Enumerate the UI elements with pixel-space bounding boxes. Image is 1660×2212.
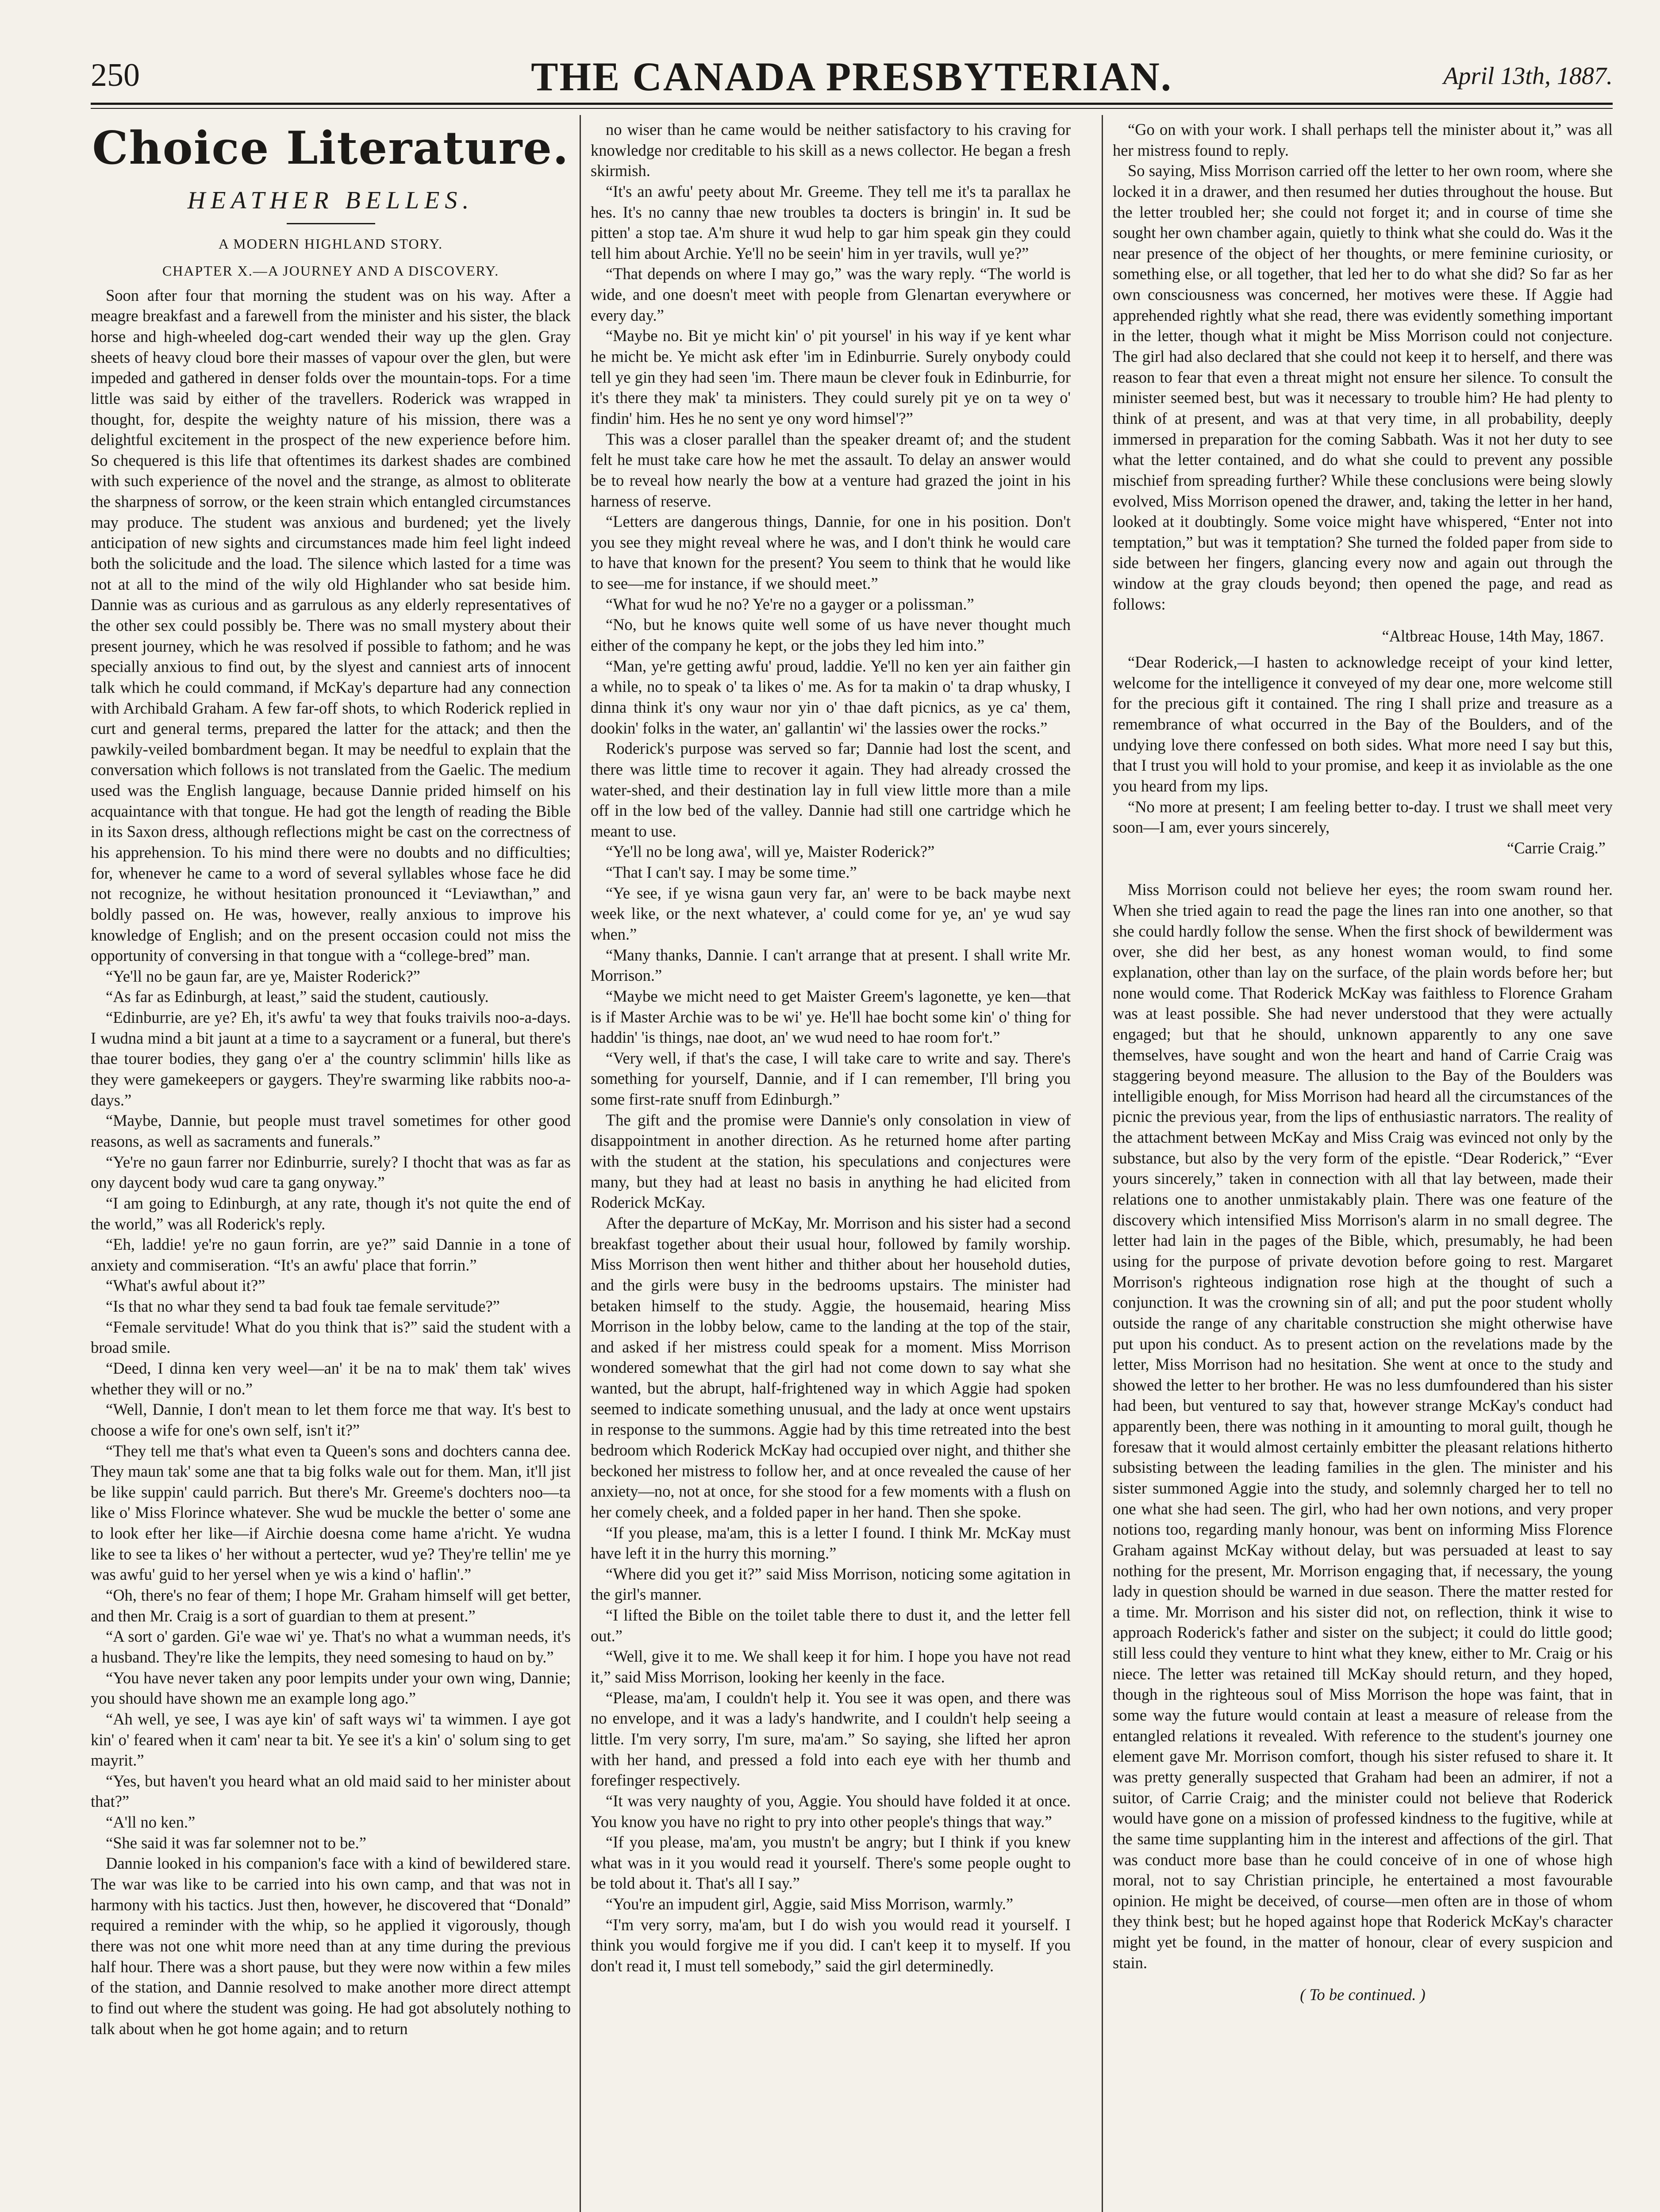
paragraph: “Letters are dangerous things, Dannie, for one in his position. Don't you see they might reveal where he was, and I don't think he would care to have that known for the present? You seem to think that he would like to see—me for instance, if we should meet.” [591, 512, 1071, 593]
paragraph: “Well, Dannie, I don't mean to let them force me that way. It's best to choose a wife for one's own self, isn't it?” [91, 1400, 571, 1439]
header-rule [91, 103, 1613, 105]
title-rule [287, 223, 375, 224]
column-1 [91, 119, 571, 2212]
column-divider [580, 115, 581, 2212]
paragraph: “As far as Edinburgh, at least,” said the student, cautiously. [106, 987, 489, 1006]
paragraph: “Ye see, if ye wisna gaun very far, an' were to be back maybe next week like, or the next whatever, a' could come for ye, an' ye wud say when.” [591, 883, 1071, 943]
column-3-body-top [1113, 119, 1613, 614]
paragraph: Miss Morrison could not believe her eyes; the room swam round her. When she tried again to read the page the lines ran into one another, so that she could hardly follow the sense. When the first shock of bewilderment was over, she did her best, as any honest woman would, to find some explanation, other than lay on the surface, of the plain words before her; but none would come. That Roderick McKay was faithless to Florence Graham was at least possible. She had never understood that they were actually engaged; but that he should, unknown apparently to any one save themselves, have sought and won the heart and hand of Carrie Craig was staggering beyond measure. The allusion to the Bay of the Boulders was intelligible enough, for Miss Morrison had heard all the circumstances of the picnic the previous year, from the lips of enthusiastic narrators. The reality of the attachment between McKay and Miss Craig was evinced not only by the substance, but also by the very form of the epistle. “Dear Roderick,” “Ever yours sincerely,” taken in connection with all that lay between, made their relations one to another unmistakably plain. There was one feature of the discovery which intensified Miss Morrison's alarm in no small degree. The letter had lain in the pages of the Bible, which, presumably, he had been using for the purpose of private devotion before going to rest. Margaret Morrison's righteous indignation rose high at the thought of such a conjunction. It was the crowning sin of all; and put the poor student wholly outside the range of any charitable construction she might otherwise have put upon his conduct. As to present action on the revelations made by the letter, Miss Morrison had no hesitation. She went at once to the study and showed the letter to her brother. He was no less dumfoundered than his sister had been, but ventured to say that, however strange McKay's conduct had apparently been, there was nothing in it amounting to moral guilt, though he foresaw that it would almost certainly embitter the pleasant relations hitherto subsisting between the leading families in the glen. The minister and his sister summoned Aggie into the study, and solemnly charged her to tell no one what she had seen. The girl, who had her own notions, and very proper notions too, regarding manly honour, was bent on informing Miss Florence Graham against McKay without delay, but was persuaded at least to say nothing for the present, Mr. Morrison engaging that, if necessary, the young lady in question should be warned in due season. There the matter rested for a time. Mr. Morrison and his sister did not, on reflection, think it wise to approach Roderick's father and sister on the subject; it could do little good; still less could they venture to hint what they knew, either to Mr. Craig or his niece. The letter was retained till McKay should return, and they hoped, though in the righteous soul of Miss Morrison the hope was faint, that in some way the future would contain at least a measure of release from the entangled relations it revealed. With reference to the student's journey one element gave Mr. Morrison comfort, though his sister refused to share it. It was pretty generally suspected that Graham had been an admirer, if not a suitor, of Carrie Craig; and the minister could not believe that Roderick would have gone on a mission of professed kindness to the fugitive, while at the same time supplanting him in the interest and affections of the girl. That was conduct more base than he could conceive of in one of whose high moral, not to say Christian principle, he entertained a most favourable opinion. He might be deceived, of course—men often are in those of whom they think best; but he hoped against hope that Roderick McKay's character might yet be found, in the matter of honour, clear of every suspicion and stain. [1113, 880, 1613, 1972]
issue-date: April 13th, 1887. [1443, 62, 1613, 90]
paragraph: “They tell me that's what even ta Queen's sons and dochters canna dee. They maun tak' some ane that ta big folks wale out for them. Man, it'll jist be like suppin' cauld parrich. But there's Mr. Greeme's dochters noo—ta like o' Miss Florince whatever. She wud be muckle the better o' some ane to look efter her like—if Airchie doesna come hame a'richt. Ye wudna like to see ta likes o' her without a pertecter, wud ye? They're tellin' me ye was awfu' guid to her yersel when ye wis a kind o' haflin'.” [91, 1441, 571, 1584]
paragraph: “Is that no whar they send ta bad fouk tae female servitude?” [106, 1297, 500, 1316]
column-1-body [91, 285, 571, 2039]
paragraph: “Female servitude! What do you think that is?” said the student with a broad smile. [91, 1317, 571, 1357]
column-3 [1113, 119, 1613, 2212]
paragraph: “What for wud he no? Ye're no a gayger or a polissman.” [606, 595, 974, 613]
paragraph: “I lifted the Bible on the toilet table there to dust it, and the letter fell out.” [591, 1606, 1071, 1645]
paragraph: no wiser than he came would be neither satisfactory to his craving for knowledge nor creditable to his skill as a news collector. He began a fresh skirmish. [591, 120, 1071, 180]
paragraph: “It was very naughty of you, Aggie. You should have folded it at once. You know you have no right to pry into other people's things that way.” [591, 1791, 1071, 1831]
chapter-title: CHAPTER X.—A JOURNEY AND A DISCOVERY. [162, 262, 500, 279]
paragraph: “Go on with your work. I shall perhaps tell the minister about it,” was all her mistress found to reply. [1113, 120, 1613, 159]
paragraph: “That I can't say. I may be some time.” [606, 863, 857, 882]
page-number: 250 [91, 57, 140, 93]
publication-title: THE CANADA PRESBYTERIAN. [531, 54, 1172, 99]
paragraph: “That depends on where I may go,” was the wary reply. “The world is wide, and one doesn't meet with people from Glenartan everywhere or every day.” [591, 265, 1071, 324]
paragraph: After the departure of McKay, Mr. Morrison and his sister had a second breakfast together about their usual hour, followed by family worship. Miss Morrison then went hither and thither about her household duties, and the girls were busy in the bedrooms upstairs. The minister had betaken himself to the study. Aggie, the housemaid, hearing Miss Morrison in the lobby below, came to the landing at the top of the stair, and asked if her mistress could speak for a moment. Miss Morrison wondered somewhat that the girl had not come down to say what she wanted, but the abrupt, half-frightened way in which Aggie had spoken seemed to indicate something unusual, and the lady at once went upstairs in response to the summons. Aggie had by this time retreated into the best bedroom which Roderick McKay had occupied over night, and thither she beckoned her mistress to follow her, and at once revealed the cause of her anxiety—no, not at once, for she stood for a few moments with a flush on her comely cheek, and a folded paper in her hand. Then she spoke. [591, 1214, 1071, 1521]
letter-signature: “Carrie Craig.” [1507, 838, 1606, 857]
paragraph: “Ye'll no be gaun far, are ye, Maister Roderick?” [106, 967, 420, 985]
column-3-body-bottom [1113, 879, 1613, 1973]
paragraph: “Ye're no gaun farrer nor Edinburrie, surely? I thocht that was as far as ony daycent body wud care ta gang onyway.” [91, 1152, 571, 1192]
column-2-body [591, 119, 1071, 1977]
paragraph: So saying, Miss Morrison carried off the letter to her own room, where she locked it in a drawer, and then resumed her duties throughout the house. But the letter troubled her; she could not forget it; and in course of time she sought her own chamber again, quietly to think what she could do. Was it the near presence of the object of her thoughts, or mere feminine curiosity, or something else, or all together, that led her to do what she did? So far as her own consciousness was concerned, her motives were these. If Aggie had apprehended rightly what she read, there was evidently something important in the letter, though what it might be Miss Morrison could not conjecture. The girl had also declared that she could not keep it to herself, and there was reason to fear that even a threat might not ensure her silence. To consult the minister seemed best, but was it necessary to trouble him? He had plenty to think of at present, and was at that very time, in all probability, deeply immersed in preparation for the coming Sabbath. Was it not her duty to see what the letter contained, and do what she could to prevent any possible mischief from spreading further? While these conclusions were being slowly evolved, Miss Morrison opened the drawer, and, taking the letter in her hand, looked at it doubtingly. Some voice might have whispered, “Enter not into temptation,” but was it temptation? She turned the folded paper from side to side between her fingers, glancing every now and again out through the window at the gray clouds beyond; then opened the page, and read as follows: [1113, 161, 1613, 613]
section-heading: Choice Literature. [92, 122, 569, 175]
masthead [91, 53, 1613, 111]
paragraph: “Please, ma'am, I couldn't help it. You see it was open, and there was no envelope, and it was a lady's handwrite, and I couldn't help seeing a little. I'm very sorry, I'm sure, ma'am.” So saying, she lifted her apron with her hand, and pressed a fold into each eye with her thumb and forefinger respectively. [591, 1688, 1071, 1790]
paragraph: Roderick's purpose was served so far; Dannie had lost the scent, and there was little time to recover it again. They had already crossed the water-shed, and their destination lay in full view little more than a mile off in the low bed of the valley. Dannie had still one cartridge which he meant to use. [591, 739, 1071, 840]
paragraph: “A sort o' garden. Gi'e wae wi' ye. That's no what a wumman needs, it's a husband. They're like the lempits, they need somesing to haud on by.” [91, 1627, 571, 1666]
paragraph: Soon after four that morning the student was on his way. After a meagre breakfast and a farewell from the minister and his sister, the black horse and high-wheeled dog-cart wended their way up the glen. Gray sheets of heavy cloud bore their masses of vapour over the glen, but were impeded and gathered in denser folds over the mountain-tops. For a time little was said by either of the travellers. Roderick was wrapped in thought, for, despite the weighty nature of his mission, there was a delightful excitement in the prospect of the new experience before him. So chequered is this life that oftentimes its darkest shades are combined with such experience of the novel and the strange, as almost to obliterate the sharpness of sorrow, or the keen strain which entangled circumstances may produce. The student was anxious and burdened; yet the lively anticipation of new sights and circumstances made him feel light indeed both the solicitude and the load. The silence which lasted for a time was not at all to the mind of the wily old Highlander who sat beside him. Dannie was as curious and as garrulous as any elderly representatives of the other sex could possibly be. There was no small mystery about their present journey, which he was resolved if possible to fathom; and he was specially anxious to find out, by the slyest and canniest arts of innocent talk which he could command, if McKay's departure had any connection with Archibald Graham. A few far-off shots, to which Roderick replied in curt and general terms, prepared the latter for the attack; and then the pawkily-veiled bombardment began. It may be needful to explain that the conversation which follows is not translated from the Gaelic. The medium used was the English language, because Dannie prided himself on his acquaintance with that tongue. He had got the length of reading the Bible in its Saxon dress, although reflections might be cast on the correctness of his apprehension. To his mind there were no doubts and no difficulties; for, whenever he came to a word of several syllables whose face he did not recognize, he without hesitation pronounced it “Leviawthan,” and boldly passed on. He was, however, really anxious to improve his knowledge of English; and on the present occasion could not miss the opportunity of conversing in that tongue with a “college-bred” man. [91, 286, 571, 965]
paragraph: Dannie looked in his companion's face with a kind of bewildered stare. The war was like to be carried into his own camp, and that was not in harmony with his tactics. Just then, however, he discovered that “Donald” required a reminder with the whip, so he applied it vigorously, though there was not one whit more need than at any time during the previous half hour. There was a short pause, but they were now within a few miles of the station, and Dannie resolved to make another more direct attempt to find out where the student was going. He had got absolutely nothing to talk about when he got home again; and to return [91, 1854, 571, 2038]
paragraph: “She said it was far solemner not to be.” [106, 1833, 366, 1852]
letter-body [1113, 652, 1613, 838]
letter-dateline: “Altbreac House, 14th May, 1867. [1382, 627, 1604, 645]
column-2 [591, 119, 1071, 2212]
paragraph: “Oh, there's no fear of them; I hope Mr. Graham himself will get better, and then Mr. Craig is a sort of guardian to them at present.” [91, 1586, 571, 1625]
paragraph: “Ye'll no be long awa', will ye, Maister Roderick?” [606, 842, 935, 861]
continued-note: ( To be continued. ) [1300, 1985, 1426, 2004]
paragraph: “Edinburrie, are ye? Eh, it's awfu' ta wey that fouks traivils noo-a-days. I wudna mind a bit jaunt at a time to a saycrament or a funeral, but there's thae tourer bodies, they gang o'er a' the country sclimmin' hills like as they were gamekeepers or gaygers. They're swarming like rabbits noo-a-days.” [91, 1008, 571, 1109]
paragraph: “I am going to Edinburgh, at any rate, though it's not quite the end of the world,” was all Roderick's reply. [91, 1194, 571, 1233]
paragraph: “It's an awfu' peety about Mr. Greeme. They tell me it's ta parallax he hes. It's no canny thae new troubles ta docters is bringin' in. It sud be pitten' a stop tae. A'm shure it wud help to gar him speak gin they could tell him about Archie. Ye'll no be seein' him in yer travils, wull ye?” [591, 182, 1071, 262]
paragraph: “Well, give it to me. We shall keep it for him. I hope you have not read it,” said Miss Morrison, looking her keenly in the face. [591, 1647, 1071, 1686]
paragraph: This was a closer parallel than the speaker dreamt of; and the student felt he must take care how he met the assault. To delay an answer would be to reveal how nearly the bow at a venture had grazed the joint in his harness of reserve. [591, 430, 1071, 510]
paragraph: “Yes, but haven't you heard what an old maid said to her minister about that?” [91, 1771, 571, 1811]
paragraph: “A'll no ken.” [106, 1813, 196, 1832]
paragraph: “Many thanks, Dannie. I can't arrange that at present. I shall write Mr. Morrison.” [591, 945, 1071, 985]
paragraph: “Maybe we micht need to get Maister Greem's lagonette, ye ken—that is if Master Archie was to be wi' ye. He'll hae bocht some kin' o' thing for haddin' 'is things, nae doot, an' we wud need to hae room for't.” [591, 987, 1071, 1047]
paragraph: “Deed, I dinna ken very weel—an' it be na to mak' them tak' wives whether they will or no.” [91, 1359, 571, 1398]
paragraph: “Eh, laddie! ye're no gaun forrin, are ye?” said Dannie in a tone of anxiety and commiseration. “It's an awfu' place that forrin.” [91, 1235, 571, 1274]
header-rule-thin [91, 108, 1613, 109]
paragraph: “Man, ye're getting awfu' proud, laddie. Ye'll no ken yer ain faither gin a while, no to speak o' ta likes o' me. As for ta makin o' ta drap whusky, I dinna think it's ony waur nor yin o' thae daft picnics, as ye ca' them, dookin' folks in the water, an' gallantin' wi' the lassies ower the rocks.” [591, 657, 1071, 737]
paragraph: “Maybe, Dannie, but people must travel sometimes for other good reasons, as well as sacraments and funerals.” [91, 1111, 571, 1150]
paragraph: “You're an impudent girl, Aggie, said Miss Morrison, warmly.” [606, 1895, 1014, 1913]
column-divider [1102, 115, 1103, 2212]
paragraph: “I'm very sorry, ma'am, but I do wish you would read it yourself. I think you would forgive me if you did. I can't keep it to myself. If you don't read it, I must tell somebody,” said the girl determinedly. [591, 1915, 1071, 1975]
paragraph: “Very well, if that's the case, I will take care to write and say. There's something for yourself, Dannie, and if I can remember, I'll bring you some first-rate snuff from Edinburgh.” [591, 1048, 1071, 1109]
paragraph: “Dear Roderick,—I hasten to acknowledge receipt of your kind letter, welcome for the intelligence it conveyed of my dear one, more welcome still for the precious gift it contained. The ring I shall prize and treasure as a remembrance of what occurred in the Bay of the Boulders, and of the undying love there confessed on both sides. What more need I say but this, that I trust you will hold to your promise, and keep it as inviolable as the one you heard from my lips. [1113, 653, 1613, 795]
paragraph: “You have never taken any poor lempits under your own wing, Dannie; you should have shown me an example long ago.” [91, 1668, 571, 1708]
paragraph: The gift and the promise were Dannie's only consolation in view of disappointment in another direction. As he returned home after parting with the student at the station, his speculations and conjectures were many, but they had at least no basis in anything he had elicited from Roderick McKay. [591, 1110, 1071, 1212]
paragraph: “No, but he knows quite well some of us have never thought much either of the company he kept, or the jobs they led him into.” [591, 615, 1071, 655]
paragraph: “Ah well, ye see, I was aye kin' of saft ways wi' ta wimmen. I aye got kin' o' feared when it cam' near ta bit. Ye see it's a kin' o' solum sing to get mayrit.” [91, 1709, 571, 1770]
paragraph: “No more at present; I am feeling better to-day. I trust we shall meet very soon—I am, ever yours sincerely, [1113, 797, 1613, 837]
paragraph: “Maybe no. Bit ye micht kin' o' pit yoursel' in his way if ye kent whar he micht be. Ye micht ask efter 'im in Edinburrie. Surely onybody could tell ye gin they had seen 'im. There maun be clever fouk in Edinburrie, for it's there they mak' ta ministers. They could surely pit ye on ta wey o' findin' him. Hes he no sent ye ony word himsel'?” [591, 326, 1071, 427]
story-subtitle: A MODERN HIGHLAND STORY. [218, 235, 443, 252]
paragraph: “If you please, ma'am, you mustn't be angry; but I think if you knew what was in it you would read it yourself. There's some people ought to be told about it. That's all I say.” [591, 1833, 1071, 1893]
paragraph: “If you please, ma'am, this is a letter I found. I think Mr. McKay must have left it in the hurry this morning.” [591, 1523, 1071, 1563]
paragraph: “Where did you get it?” said Miss Morrison, noticing some agitation in the girl's manner. [591, 1564, 1071, 1604]
paragraph: “What's awful about it?” [106, 1276, 265, 1295]
story-title: HEATHER BELLES. [187, 187, 474, 215]
